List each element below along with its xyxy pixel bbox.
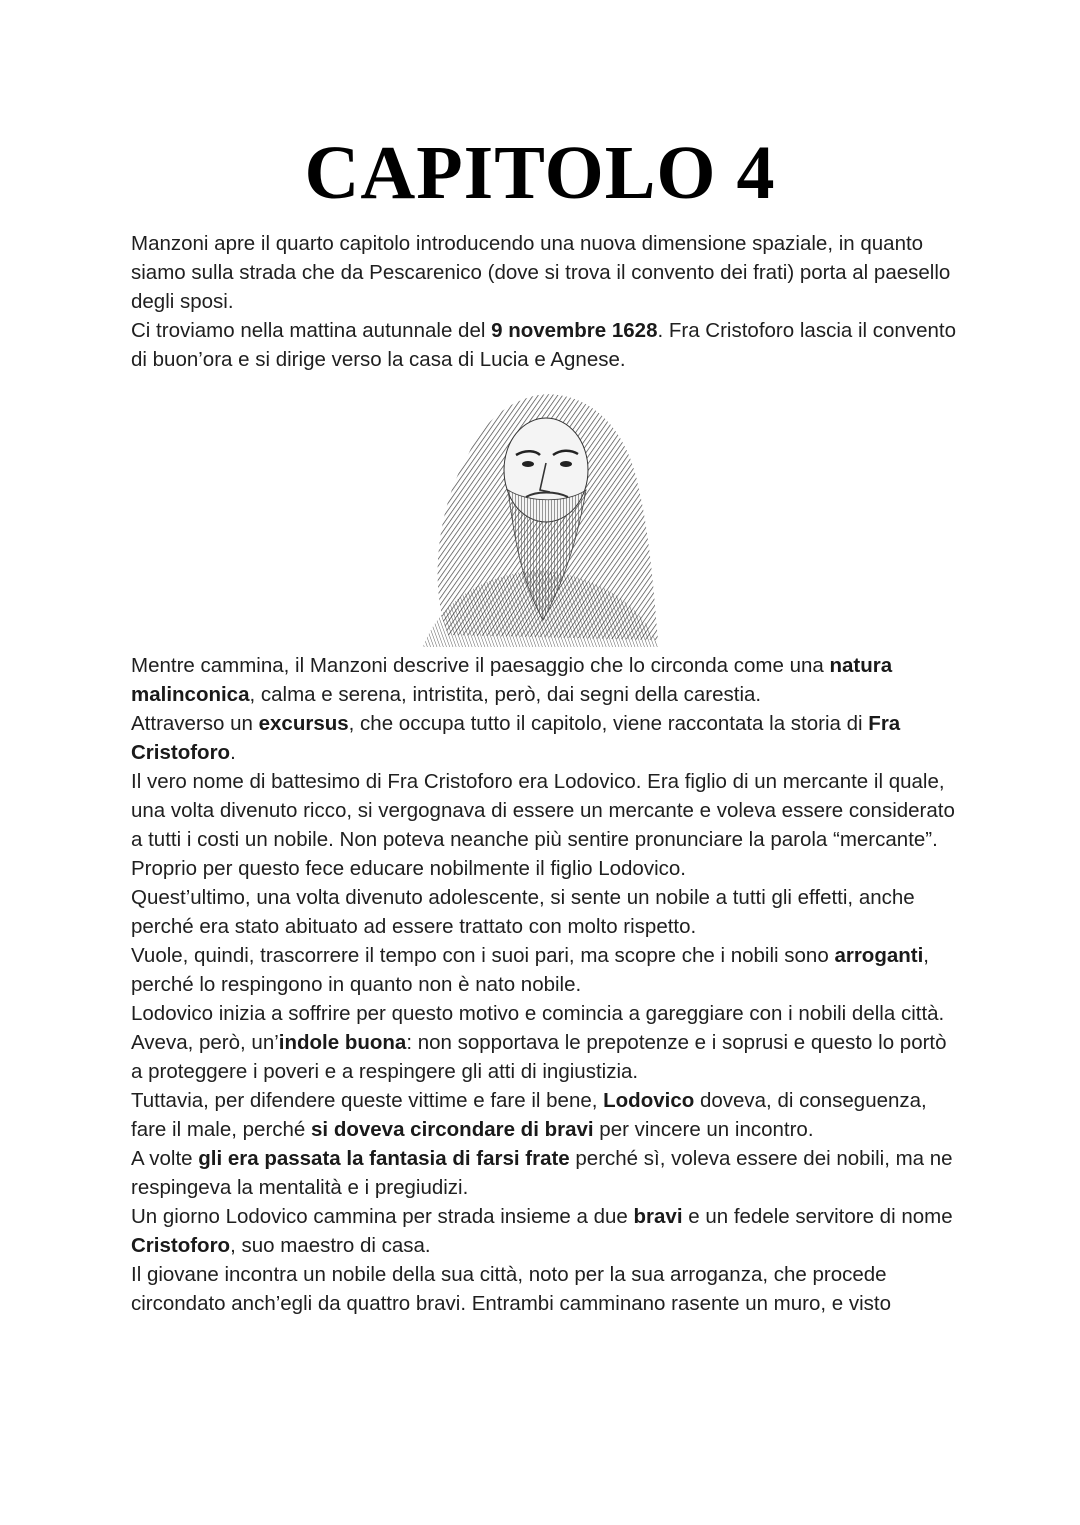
bold-run: natura malinconica (131, 654, 893, 706)
text-run: Un giorno Lodovico cammina per strada insieme a due (131, 1205, 634, 1228)
text-run: Tuttavia, per difendere queste vittime e fare il bene, (131, 1089, 604, 1112)
text-run: Manzoni apre il quarto capitolo introducendo una nuova dimensione spaziale, in quanto siamo sulla strada che da Pescarenico (dove si trova il convento dei frati) porta al paesello degli sposi. (131, 232, 951, 313)
paragraph (131, 709, 961, 767)
text-run: Attraverso un (131, 712, 259, 735)
bold-run: Fra Cristoforo (131, 712, 901, 764)
text-run: Vuole, quindi, trascorrere il tempo con i suoi pari, ma scopre che i nobili sono (131, 944, 835, 967)
paragraph (131, 1202, 961, 1260)
bold-run: gli era passata la fantasia di farsi frate (198, 1147, 570, 1170)
text-run: , calma e serena, intristita, però, dai segni della carestia. (249, 683, 762, 706)
bold-run: indole buona (278, 1031, 407, 1054)
text-run: Il vero nome di battesimo di Fra Cristoforo era Lodovico. Era figlio di un mercante il quale, una volta divenuto ricco, si vergognava di essere un mercante e voleva essere considerato a tutti i costi un nobile. Non poteva neanche più sentire pronunciare la parola “mercante”. Proprio per questo fece educare nobilmente il figlio Lodovico. (131, 770, 955, 880)
text-run: Quest’ultimo, una volta divenuto adolescente, si sente un nobile a tutti gli effetti, anche perché era stato abituato ad essere trattato con molto rispetto. (131, 886, 915, 938)
eye (560, 461, 572, 467)
text-run: perché sì, voleva essere dei nobili, ma ne respingeva la mentalità e i pregiudizi. (131, 1147, 953, 1199)
text-run: : non sopportava le prepotenze e i soprusi e questo lo portò a proteggere i poveri e a respingere gli atti di ingiustizia. (131, 1031, 947, 1083)
eye (522, 461, 534, 467)
text-run: , perché lo respingono in quanto non è nato nobile. (131, 944, 929, 996)
bold-run: Lodovico (603, 1089, 695, 1112)
text-run: , che occupa tutto il capitolo, viene raccontata la storia di (348, 712, 869, 735)
text-run: , suo maestro di casa. (230, 1234, 431, 1257)
chapter-title: CAPITOLO 4 (304, 131, 776, 215)
bold-run: excursus (258, 712, 349, 735)
paragraph (131, 999, 961, 1086)
text-run: A volte (131, 1147, 199, 1170)
text-run: Mentre cammina, il Manzoni descrive il paesaggio che lo circonda come una (131, 654, 830, 677)
text-run: Il giovane incontra un nobile della sua città, noto per la sua arroganza, che procede circondato anch’egli da quattro bravi. Entrambi camminano rasente un muro, e visto (131, 1263, 892, 1315)
text-run: doveva, di conseguenza, fare il male, perché (131, 1089, 927, 1141)
text-run: Ci troviamo nella mattina autunnale del (131, 319, 492, 342)
paragraph (131, 229, 961, 316)
bold-run: bravi (633, 1205, 683, 1228)
text-run: . Fra Cristoforo lascia il convento di buon’ora e si dirige verso la casa di Lucia e Agnese. (131, 319, 956, 371)
text-run: . (230, 741, 236, 764)
text-run: per vincere un incontro. (593, 1118, 814, 1141)
bold-run: 9 novembre 1628 (491, 319, 658, 342)
bold-run: arroganti (834, 944, 924, 967)
intro-section (131, 229, 961, 374)
paragraph (131, 651, 961, 709)
paragraph (131, 316, 961, 374)
text-run: Lodovico inizia a soffrire per questo motivo e comincia a gareggiare con i nobili della città. Aveva, però, un’ (131, 1002, 945, 1054)
bold-run: si doveva circondare di bravi (311, 1118, 594, 1141)
paragraph (131, 1144, 961, 1202)
text-run: e un fedele servitore di nome (682, 1205, 953, 1228)
paragraph (131, 883, 961, 941)
body-section (131, 651, 961, 1318)
paragraph (131, 767, 961, 883)
paragraph (131, 941, 961, 999)
bold-run: Cristoforo (131, 1234, 231, 1257)
fra-cristoforo-portrait (418, 385, 658, 647)
paragraph (131, 1260, 961, 1318)
paragraph (131, 1086, 961, 1144)
